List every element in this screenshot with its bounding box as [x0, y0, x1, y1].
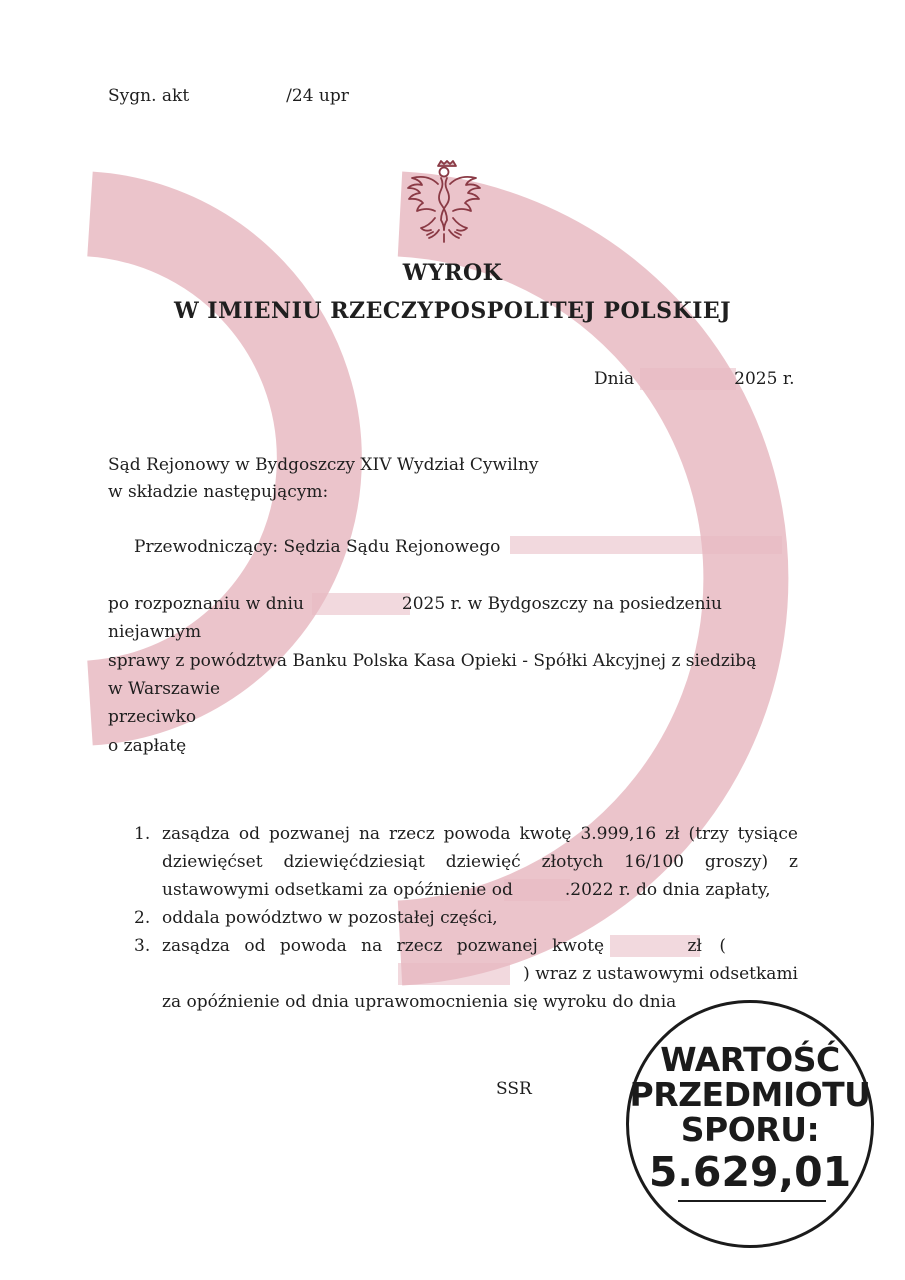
case-signature-suffix: /24 upr	[286, 86, 349, 106]
proceedings-line-1-suffix: 2025 r. w Bydgoszczy na posiedzeniu	[401, 594, 722, 614]
verdict-item-3	[130, 932, 798, 1016]
verdict-item-3-line-3: za opóźnienie od dnia uprawomocnienia się wyroku do dnia	[162, 992, 677, 1012]
verdict-item-3-line-2-suffix: ) wraz z ustawowymi odsetkami	[523, 964, 798, 984]
stamp-line-2: PRZEDMIOTU	[629, 1075, 871, 1114]
document-title: WYROK	[402, 260, 503, 286]
proceedings-line-3: sprawy z powództwa Banku Polska Kasa Opieki - Spółki Akcyjnej z siedzibą	[108, 651, 757, 671]
verdict-item-1-line-3-prefix: ustawowymi odsetkami za opóźnienie od	[162, 880, 513, 900]
proceedings-line-5: przeciwko	[108, 707, 197, 727]
document-subtitle: W IMIENIU RZECZYPOSPOLITEJ POLSKIEJ	[173, 298, 732, 324]
judge-signature-label: SSR	[496, 1079, 532, 1099]
verdict-item-2	[130, 904, 798, 932]
verdict-list	[130, 820, 798, 1016]
proceedings-line-2: niejawnym	[108, 622, 202, 642]
verdict-item-3-line-2	[162, 960, 798, 988]
dispute-value-stamp	[626, 1000, 874, 1248]
proceedings-line-1	[108, 594, 722, 614]
proceedings-line-4: w Warszawie	[108, 679, 221, 699]
verdict-item-1-line-2: dziewięćset dziewięćdziesiąt dziewięć złotych 16/100 groszy) z	[162, 852, 798, 872]
stamp-underline	[678, 1200, 826, 1202]
proceedings-line-6: o zapłatę	[108, 736, 187, 756]
stamp-line-1: WARTOŚĆ	[660, 1040, 840, 1079]
eagle-emblem-icon	[405, 158, 483, 244]
date-prefix: Dnia	[594, 369, 635, 389]
verdict-item-number: 2.	[134, 908, 151, 928]
verdict-item-1-line-1: zasądza od pozwanej na rzecz powoda kwotę 3.999,16 zł (trzy tysiące	[162, 824, 798, 844]
verdict-item-1-line-3-suffix: .2022 r. do dnia zapłaty,	[564, 880, 771, 900]
court-composition: w składzie następującym:	[108, 482, 329, 502]
date-line	[594, 369, 795, 389]
case-signature	[108, 86, 349, 106]
verdict-item-1	[130, 820, 798, 904]
court-name: Sąd Rejonowy w Bydgoszczy XIV Wydział Cywilny	[108, 455, 539, 475]
verdict-item-3-line-1-prefix: zasądza od powoda na rzecz pozwanej kwotę	[162, 936, 605, 956]
verdict-item-number: 1.	[134, 824, 151, 844]
stamp-value: 5.629,01	[648, 1148, 852, 1196]
verdict-item-1-line-3	[162, 876, 798, 904]
stamp-line-3: SPORU:	[680, 1110, 820, 1149]
date-suffix: 2025 r.	[734, 369, 795, 389]
verdict-item-3-line-1-suffix: zł (	[687, 936, 726, 956]
redaction-chair-name	[510, 536, 782, 554]
verdict-item-number: 3.	[134, 936, 151, 956]
verdict-item-3-line-1	[162, 932, 798, 960]
proceedings-line-1-prefix: po rozpoznaniu w dniu	[108, 594, 304, 614]
court-chair: Przewodniczący: Sędzia Sądu Rejonowego	[134, 537, 501, 557]
verdict-item-2-line-1: oddala powództwo w pozostałej części,	[162, 908, 498, 928]
case-signature-prefix: Sygn. akt	[108, 86, 190, 106]
